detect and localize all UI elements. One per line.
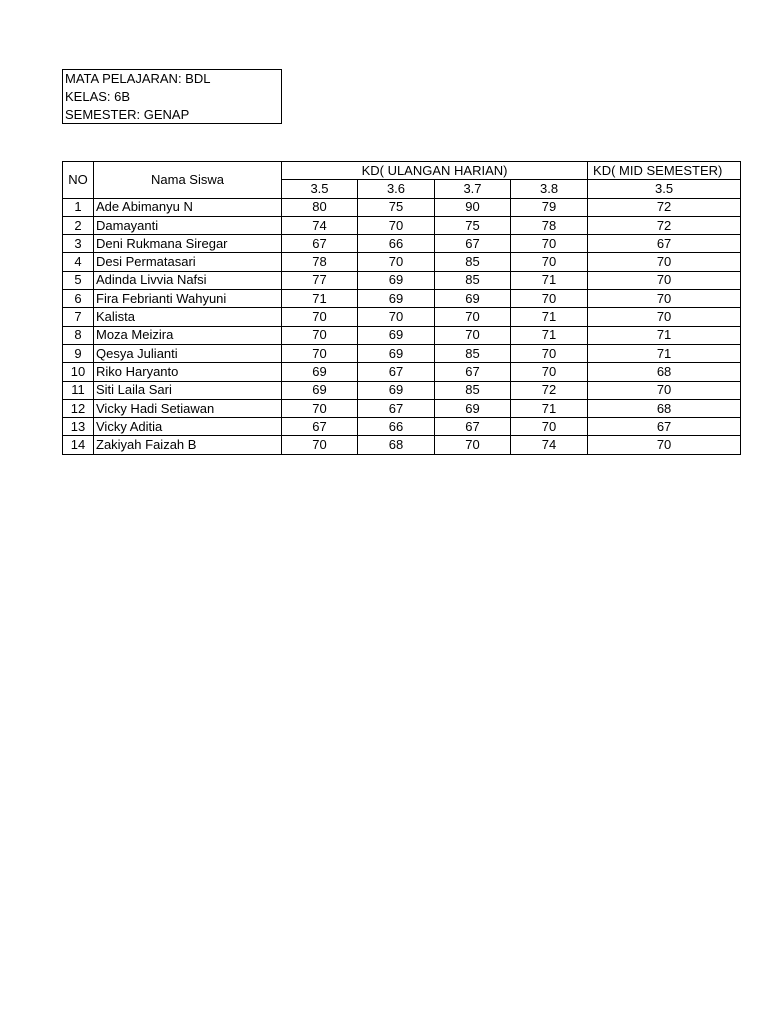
header-kd: 3.7 [435,180,511,198]
student-name: Vicky Hadi Setiawan [94,399,282,417]
table-row [63,344,741,362]
table-row [63,326,741,344]
score-cell: 67 [435,418,511,436]
row-number: 5 [63,271,94,289]
score-cell: 67 [358,399,435,417]
student-name: Desi Permatasari [94,253,282,271]
score-cell: 68 [588,399,741,417]
header-name: Nama Siswa [94,162,282,199]
score-cell: 85 [435,271,511,289]
score-cell: 66 [358,235,435,253]
row-number: 10 [63,363,94,381]
student-name: Ade Abimanyu N [94,198,282,216]
score-cell: 69 [282,363,358,381]
score-cell: 70 [358,253,435,271]
table-row [63,290,741,308]
table-row [63,399,741,417]
class-info-box [62,69,282,124]
score-cell: 70 [588,308,741,326]
score-cell: 70 [282,399,358,417]
grades-table-viewport [62,161,723,461]
table-row [63,253,741,271]
student-name: Adinda Livvia Nafsi [94,271,282,289]
student-name: Siti Laila Sari [94,381,282,399]
score-cell: 71 [511,308,588,326]
score-cell: 78 [511,216,588,234]
row-number: 3 [63,235,94,253]
score-cell: 70 [511,344,588,362]
header-group-mid-semester: KD( MID SEMESTER) [588,162,741,180]
score-cell: 70 [511,290,588,308]
score-cell: 67 [588,235,741,253]
student-name: Kalista [94,308,282,326]
table-row [63,198,741,216]
score-cell: 70 [282,326,358,344]
row-number: 4 [63,253,94,271]
score-cell: 74 [511,436,588,454]
table-header [63,162,741,199]
score-cell: 72 [588,216,741,234]
score-cell: 71 [511,271,588,289]
header-kd: 3.5 [588,180,741,198]
row-number: 9 [63,344,94,362]
score-cell: 85 [435,381,511,399]
score-cell: 69 [435,290,511,308]
score-cell: 70 [435,436,511,454]
score-cell: 77 [282,271,358,289]
score-cell: 69 [358,290,435,308]
score-cell: 70 [588,381,741,399]
score-cell: 70 [435,326,511,344]
row-number: 12 [63,399,94,417]
row-number: 1 [63,198,94,216]
score-cell: 70 [588,253,741,271]
score-cell: 67 [358,363,435,381]
score-cell: 69 [282,381,358,399]
score-cell: 70 [511,363,588,381]
score-cell: 70 [588,436,741,454]
score-cell: 67 [588,418,741,436]
score-cell: 67 [435,363,511,381]
score-cell: 69 [358,271,435,289]
score-cell: 69 [358,381,435,399]
score-cell: 72 [588,198,741,216]
header-kd: 3.6 [358,180,435,198]
score-cell: 71 [588,326,741,344]
row-number: 8 [63,326,94,344]
score-cell: 80 [282,198,358,216]
table-row [63,418,741,436]
table-row [63,235,741,253]
score-cell: 75 [358,198,435,216]
table-row [63,436,741,454]
student-name: Zakiyah Faizah B [94,436,282,454]
score-cell: 70 [358,216,435,234]
score-cell: 85 [435,253,511,271]
header-kd: 3.5 [282,180,358,198]
table-row [63,271,741,289]
score-cell: 71 [282,290,358,308]
score-cell: 71 [588,344,741,362]
semester-label: SEMESTER: GENAP [65,107,190,122]
score-cell: 70 [511,235,588,253]
row-number: 7 [63,308,94,326]
row-number: 14 [63,436,94,454]
row-number: 11 [63,381,94,399]
score-cell: 69 [358,326,435,344]
student-name: Riko Haryanto [94,363,282,381]
score-cell: 70 [358,308,435,326]
grades-table [62,161,741,455]
row-number: 2 [63,216,94,234]
header-kd: 3.8 [511,180,588,198]
score-cell: 67 [435,235,511,253]
student-name: Fira Febrianti Wahyuni [94,290,282,308]
student-name: Vicky Aditia [94,418,282,436]
header-no: NO [63,162,94,199]
table-body [63,198,741,454]
header-group-ulangan-harian: KD( ULANGAN HARIAN) [282,162,588,180]
score-cell: 70 [282,436,358,454]
score-cell: 67 [282,235,358,253]
score-cell: 70 [282,308,358,326]
score-cell: 71 [511,399,588,417]
class-label: KELAS: 6B [65,89,131,104]
score-cell: 71 [511,326,588,344]
score-cell: 70 [588,271,741,289]
table-row [63,381,741,399]
score-cell: 69 [435,399,511,417]
score-cell: 72 [511,381,588,399]
score-cell: 70 [435,308,511,326]
score-cell: 66 [358,418,435,436]
score-cell: 85 [435,344,511,362]
student-name: Damayanti [94,216,282,234]
score-cell: 70 [511,253,588,271]
score-cell: 90 [435,198,511,216]
score-cell: 67 [282,418,358,436]
student-name: Deni Rukmana Siregar [94,235,282,253]
subject-label: MATA PELAJARAN: BDL [65,71,211,86]
table-row [63,308,741,326]
student-name: Moza Meizira [94,326,282,344]
score-cell: 70 [511,418,588,436]
score-cell: 68 [358,436,435,454]
score-cell: 70 [588,290,741,308]
table-row [63,216,741,234]
score-cell: 69 [358,344,435,362]
score-cell: 79 [511,198,588,216]
score-cell: 70 [282,344,358,362]
row-number: 6 [63,290,94,308]
score-cell: 78 [282,253,358,271]
score-cell: 75 [435,216,511,234]
score-cell: 68 [588,363,741,381]
score-cell: 74 [282,216,358,234]
row-number: 13 [63,418,94,436]
student-name: Qesya Julianti [94,344,282,362]
table-row [63,363,741,381]
